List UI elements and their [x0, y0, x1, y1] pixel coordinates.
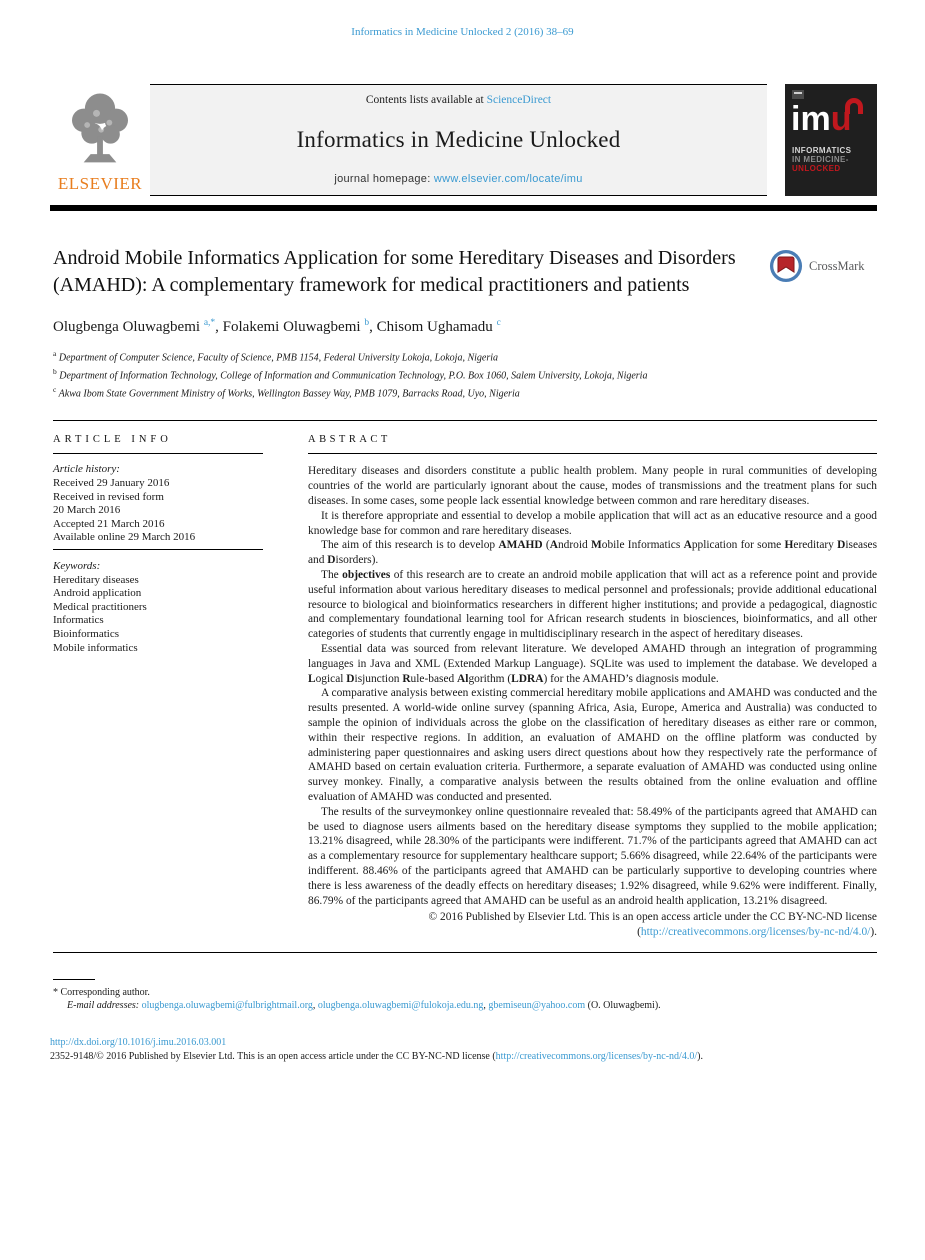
footnote-block: [53, 979, 877, 1012]
keyword-item: Medical practitioners: [53, 600, 147, 613]
corresponding-author-note: * Corresponding author.: [53, 986, 150, 998]
email-suffix: (O. Oluwagbemi).: [585, 999, 661, 1011]
imu-logo-line1: INFORMATICS: [792, 146, 852, 155]
doi-link[interactable]: http://dx.doi.org/10.1016/j.imu.2016.03.001: [50, 1036, 227, 1048]
abstract-body: [308, 464, 877, 908]
elsevier-tree-icon: [64, 90, 136, 174]
article-info-heading: ARTICLE INFO: [53, 434, 172, 446]
author-name: Folakemi Oluwagbemi: [222, 319, 365, 335]
issn-license-line: 2352-9148/© 2016 Published by Elsevier Ltd. This is an open access article under the CC BY-NC-ND license (http://creativecommons.org/licenses/by-nc-nd/4.0/).: [50, 1050, 703, 1062]
sciencedirect-link[interactable]: ScienceDirect: [486, 94, 552, 106]
abstract-copyright: [308, 910, 877, 940]
copyright-line2: (http://creativecommons.org/licenses/by-nc-nd/4.0/).: [637, 926, 877, 939]
affiliation-row: $^c$ Akwa Ibom State Government Ministry of Works, Wellington Bassey Way, PMB 1079, Barracks Road, Uyo, Nigeria: [53, 384, 520, 399]
history-line: Received in revised form: [53, 490, 164, 503]
abstract-paragraph: The results of the surveymonkey online questionnaire revealed that: 58.49% of the participants agreed that AMAHD can be used to diagnose users ailments based on the hereditary disease symptoms they supplied to the mobile application; 13.21% disagreed, while 28.30% of the participants were indifferent. 71.7% of the participants agreed that AMAHD can act as a complementary resource for supplementary healthcare support; 5.66% disagreed, while 22.64% of the participants were indifferent. 88.46% of the participants agreed that AMAHD can be particularly supportive to developing countries where there is less awareness of the deadly effects on hereditary diseases; 1.92% disagreed, while 9.62% were indifferent. Finally, 86.79% of the participants agreed that AMAHD can be useful as an android health application, 13.21% disagreed.: [308, 805, 877, 907]
author-affiliation-sup[interactable]: a,*: [203, 318, 216, 328]
email-link[interactable]: olugbenga.oluwagbemi@fulbrightmail.org: [141, 999, 313, 1011]
abstract-paragraph: It is therefore appropriate and essential to develop a mobile application that will act as an educative resource and a good knowledge base for common and rare hereditary diseases.: [308, 509, 877, 537]
elsevier-wordmark: ELSEVIER: [57, 174, 143, 193]
journal-homepage-link[interactable]: www.elsevier.com/locate/imu: [433, 173, 583, 185]
contents-line: [150, 94, 767, 106]
article-info-column: [53, 434, 308, 940]
email-addresses-line: [67, 999, 877, 1012]
issn-cc-license-link[interactable]: http://creativecommons.org/licenses/by-nc-nd/4.0/: [495, 1050, 698, 1062]
affiliation-list: [53, 347, 875, 400]
abstract-paragraph: The aim of this research is to develop AMAHD (Android Mobile Informatics Application for some Hereditary Diseases and Disorders).: [308, 539, 878, 567]
article-history-label: Article history:: [53, 463, 120, 476]
author-affiliation-sup[interactable]: b: [364, 318, 370, 328]
keyword-item: Android application: [53, 587, 142, 600]
imu-publisher-mark-icon: [792, 90, 804, 99]
header-divider-bar: [50, 205, 877, 211]
footnote-rule: [53, 979, 95, 980]
abstract-paragraph: Essential data was sourced from relevant literature. We developed AMAHD through an integration of programming languages in Java and XML (Extended Markup Language). SQLite was used to implement the database. We developed a Logical Disjunction Rule-based Algorithm (LDRA) for the AMAHD’s diagnosis module.: [308, 643, 877, 685]
abstract-paragraph: Hereditary diseases and disorders constitute a public health problem. Many people in rural communities of developing countries of the world are particularly ignorant about the cause, modes of transmissions and the treatment plans for such diseases. In some cases, some people lack essential knowledge between common and rare hereditary diseases.: [308, 465, 877, 508]
keyword-item: Informatics: [53, 614, 104, 627]
keyword-item: Mobile informatics: [53, 641, 138, 654]
imu-journal-logo: [785, 84, 877, 196]
cc-license-link[interactable]: http://creativecommons.org/licenses/by-nc-nd/4.0/: [640, 926, 871, 939]
crossmark-badge[interactable]: [769, 249, 867, 283]
keyword-item: Hereditary diseases: [53, 573, 139, 586]
abstract-rule: [308, 453, 877, 454]
crossmark-icon: [769, 249, 803, 283]
homepage-label: journal homepage:: [334, 173, 434, 185]
history-line: 20 March 2016: [53, 504, 121, 517]
history-line: Received 29 January 2016: [53, 477, 170, 490]
history-line: Accepted 21 March 2016: [53, 517, 165, 530]
copyright-line1: © 2016 Published by Elsevier Ltd. This is an open access article under the CC BY-NC-ND license: [428, 911, 877, 924]
author-list: Olugbenga Oluwagbemi $^{a,*}$, Folakemi Oluwagbemi $^b$, Chisom Ughamadu $^c$: [53, 318, 501, 335]
imu-unlock-shackle-icon: [845, 98, 863, 114]
keywords-label: Keywords:: [53, 560, 101, 573]
abstract-column: [308, 434, 877, 940]
abstract-paragraph: A comparative analysis between existing commercial hereditary mobile applications and AMAHD was conducted and the results presented. A world-wide online survey (spanning Africa, Asia, Europe, America and Australia) was conducted to sample the opinion of individuals across the globe on the classification of hereditary diseases as either rare or common, within their respective regions. In addition, an evaluation of AMAHD on the offline platform was conducted by administering paper questionnaires and asking users direct questions about how they respectively rate the performance of AMAHD based on certain evaluation criteria. Furthermore, a separate evaluation of AMAHD was conducted using online survey monkey. Finally, a comparative analysis between the results obtained from the online evaluation and offline evaluation of AMAHD was conducted and presented.: [308, 687, 877, 804]
email-links: olugbenga.oluwagbemi@fulbrightmail.org, olugbenga.oluwagbemi@fulokoja.edu.ng, gbemiseun@yahoo.com: [141, 999, 586, 1011]
journal-homepage-line: [150, 173, 767, 185]
email-label: E-mail addresses:: [67, 999, 142, 1011]
imu-logo-line3: UNLOCKED: [792, 164, 841, 173]
journal-title: Informatics in Medicine Unlocked: [296, 126, 621, 152]
article-history-lines: [53, 477, 263, 545]
author-name: Olugbenga Oluwagbemi: [53, 319, 204, 335]
imu-wordmark: imu: [791, 100, 852, 138]
article-title: Android Mobile Informatics Application for some Hereditary Diseases and Disorders (AMAHD): A complementary framework for medical practitioners and patients: [53, 247, 736, 296]
abstract-paragraph: The objectives of this research are to create an android mobile application that will act as a reference point and provide useful information about various hereditary diseases to medical personnel and professionals; provide additional educational resource to biological and bioinformatics researchers in different higher institutions; and provide a pedagogical, diagnostic and complementary foundational learning tool for African research students in biosciences, bioinformatics, and all other categories of students that currently engage in multidisciplinary research in the aspect of hereditary diseases.: [308, 569, 878, 641]
journal-banner: [150, 84, 767, 196]
elsevier-logo: [50, 84, 150, 196]
article-info-rule: [53, 453, 263, 454]
article-history-rule: [53, 549, 263, 550]
section-divider-bottom: [53, 952, 877, 953]
author-affiliation-sup[interactable]: c: [496, 318, 501, 328]
crossmark-label: CrossMark: [809, 258, 865, 273]
history-line: Available online 29 March 2016: [53, 531, 196, 544]
keyword-item: Bioinformatics: [53, 628, 119, 641]
contents-prefix: Contents lists available at: [365, 94, 487, 106]
doi-block: [50, 1036, 877, 1064]
abstract-heading: ABSTRACT: [308, 434, 391, 446]
journal-citation: Informatics in Medicine Unlocked 2 (2016) 38–69: [351, 26, 574, 38]
affiliation-row: $^a$ Department of Computer Science, Faculty of Science, PMB 1154, Federal University Lokoja, Lokoja, Nigeria: [53, 349, 499, 364]
author-name: Chisom Ughamadu: [376, 319, 497, 335]
imu-logo-line2: IN MEDICINE-: [792, 155, 849, 164]
email-link[interactable]: olugbenga.oluwagbemi@fulokoja.edu.ng: [317, 999, 484, 1011]
keyword-lines: [53, 574, 263, 656]
journal-header: [50, 84, 877, 196]
email-link[interactable]: gbemiseun@yahoo.com: [488, 999, 586, 1011]
affiliation-row: $^b$ Department of Information Technology, College of Information and Communication Technology, P.O. Box 1060, Salem University, Lokoja, Nigeria: [53, 366, 648, 382]
